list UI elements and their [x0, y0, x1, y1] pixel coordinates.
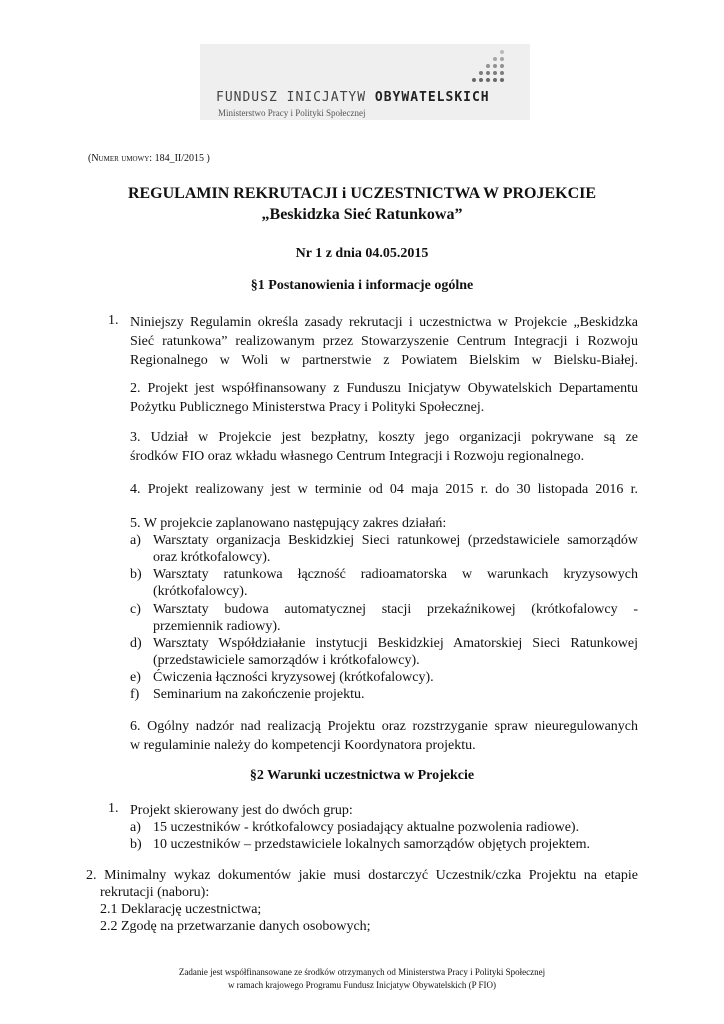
- s1-item1-number: 1.: [108, 313, 119, 328]
- s1-item5-e-line1: Ćwiczenia łączności kryzysowej (krótkofalowcy).: [153, 670, 434, 685]
- s1-item5-a-line1: Warsztaty organizacja Beskidzkiej Sieci ratunkowej (przedstawiciele samorządów: [153, 533, 638, 548]
- logo-dot: [472, 78, 476, 82]
- s1-item2-line2: Pożytku Publicznego Ministerstwa Pracy i Polityki Społecznej.: [130, 400, 485, 415]
- document-title-line2: „Beskidzka Sieć Ratunkowa”: [261, 206, 463, 223]
- fio-logo: [200, 44, 530, 120]
- s1-item5-b-line2: (krótkofalowcy).: [153, 584, 248, 599]
- logo-subtitle: Ministerstwo Pracy i Polityki Społecznej: [218, 108, 366, 118]
- s2-item1-text: Projekt skierowany jest do dwóch grup:: [130, 803, 353, 818]
- s1-item1-line2: Sieć ratunkowa” realizowanym przez Stowarzyszenie Centrum Integracji i Rozwoju: [130, 334, 638, 349]
- logo-dot: [479, 78, 483, 82]
- s1-item5-a-letter: a): [130, 533, 141, 548]
- s2-item1-a-text: 15 uczestników - krótkofalowcy posiadający aktualne pozwolenia radiowe).: [153, 820, 580, 835]
- s1-item1-line3: Regionalnego w Woli w partnerstwie z Powiatem Bielskim w Bielsku-Białej.: [130, 353, 638, 368]
- s1-item5-e-letter: e): [130, 670, 141, 685]
- s1-item1-line1: Niniejszy Regulamin określa zasady rekrutacji i uczestnictwa w Projekcie „Beskidzka: [130, 315, 638, 330]
- s1-item5-f-line1: Seminarium na zakończenie projektu.: [153, 687, 365, 702]
- logo-dot: [500, 78, 504, 82]
- footer-line1: Zadanie jest współfinansowane ze środków otrzymanych od Ministerstwa Pracy i Polityki Społecznej: [178, 967, 546, 977]
- s1-item5-c-letter: c): [130, 602, 141, 617]
- logo-dot: [486, 64, 490, 68]
- section1-heading: §1 Postanowienia i informacje ogólne: [250, 278, 474, 293]
- s1-item4: 4. Projekt realizowany jest w terminie od 04 maja 2015 r. do 30 listopada 2016 r.: [130, 482, 638, 497]
- s1-item5-b-letter: b): [130, 567, 142, 582]
- s2-item1-a-letter: a): [130, 820, 141, 835]
- footer-line2: w ramach krajowego Programu Fundusz Inicjatyw Obywatelskich (P FIO): [227, 980, 497, 990]
- logo-name: [216, 90, 490, 105]
- logo-name-prefix: FUNDUSZ INICJATYW: [216, 90, 367, 105]
- s1-item6-line1: 6. Ogólny nadzór nad realizacją Projektu oraz rozstrzyganie spraw nieuregulowanych: [130, 719, 638, 734]
- document-title-line1: REGULAMIN REKRUTACJI i UCZESTNICTWA W PROJEKCIE: [127, 185, 597, 202]
- s1-item3-line1: 3. Udział w Projekcie jest bezpłatny, koszty jego organizacji pokrywane są ze: [130, 430, 638, 445]
- logo-dot: [500, 71, 504, 75]
- logo-dot: [486, 71, 490, 75]
- s2-item1-b-letter: b): [130, 837, 142, 852]
- s1-item5-f-letter: f): [130, 687, 140, 702]
- logo-dot: [493, 64, 497, 68]
- document-number: Nr 1 z dnia 04.05.2015: [295, 246, 429, 261]
- logo-dot: [493, 78, 497, 82]
- s1-item5-d-line1: Warsztaty Współdziałanie instytucji Beskidzkiej Amatorskiej Sieci Ratunkowej: [153, 636, 638, 651]
- contract-label: (Numer umowy:: [88, 153, 153, 164]
- logo-name-bold: OBYWATELSKICH: [374, 90, 490, 105]
- contract-number: [88, 153, 210, 164]
- logo-dot: [493, 57, 497, 61]
- logo-dot: [479, 71, 483, 75]
- s1-item5-b-line1: Warsztaty ratunkowa łączność radioamatorska w warunkach kryzysowych: [153, 567, 638, 582]
- logo-dot: [500, 64, 504, 68]
- s1-item5-c-line1: Warsztaty budowa automatycznej stacji przekaźnikowej (krótkofalowcy -: [153, 602, 638, 617]
- s1-item6-line2: w regulaminie należy do kompetencji Koordynatora projektu.: [130, 738, 476, 753]
- s1-item2-line1: 2. Projekt jest współfinansowany z Funduszu Inicjatyw Obywatelskich Departamentu: [130, 381, 638, 396]
- s2-item2-sub2: 2.2 Zgodę na przetwarzanie danych osobowych;: [100, 919, 371, 934]
- s2-item2-line1: 2. Minimalny wykaz dokumentów jakie musi dostarczyć Uczestnik/czka Projektu na etapie: [86, 868, 638, 883]
- contract-value: 184_II/2015 ): [154, 153, 210, 164]
- s1-item5-c-line2: przemiennik radiowy).: [153, 619, 281, 634]
- logo-dot: [486, 78, 490, 82]
- logo-dot: [500, 50, 504, 54]
- s2-item1-number: 1.: [108, 801, 119, 816]
- s1-item5-d-letter: d): [130, 636, 142, 651]
- s1-item5-d-line2: (przedstawiciele samorządów i krótkofalowcy).: [153, 653, 420, 668]
- s2-item2-sub1: 2.1 Deklarację uczestnictwa;: [100, 902, 262, 917]
- section2-heading: §2 Warunki uczestnictwa w Projekcie: [249, 768, 475, 783]
- s1-item5-intro: 5. W projekcie zaplanowano następujący zakres działań:: [130, 516, 447, 531]
- s1-item3-line2: środków FIO oraz wkładu własnego Centrum Integracji i Rozwoju regionalnego.: [130, 449, 585, 464]
- logo-dot: [493, 71, 497, 75]
- s2-item1-b-text: 10 uczestników – przedstawiciele lokalnych samorządów objętych projektem.: [153, 837, 590, 852]
- s1-item5-a-line2: oraz krótkofalowcy).: [153, 550, 271, 565]
- logo-dot: [500, 57, 504, 61]
- s2-item2-line2: rekrutacji (naboru):: [100, 885, 210, 900]
